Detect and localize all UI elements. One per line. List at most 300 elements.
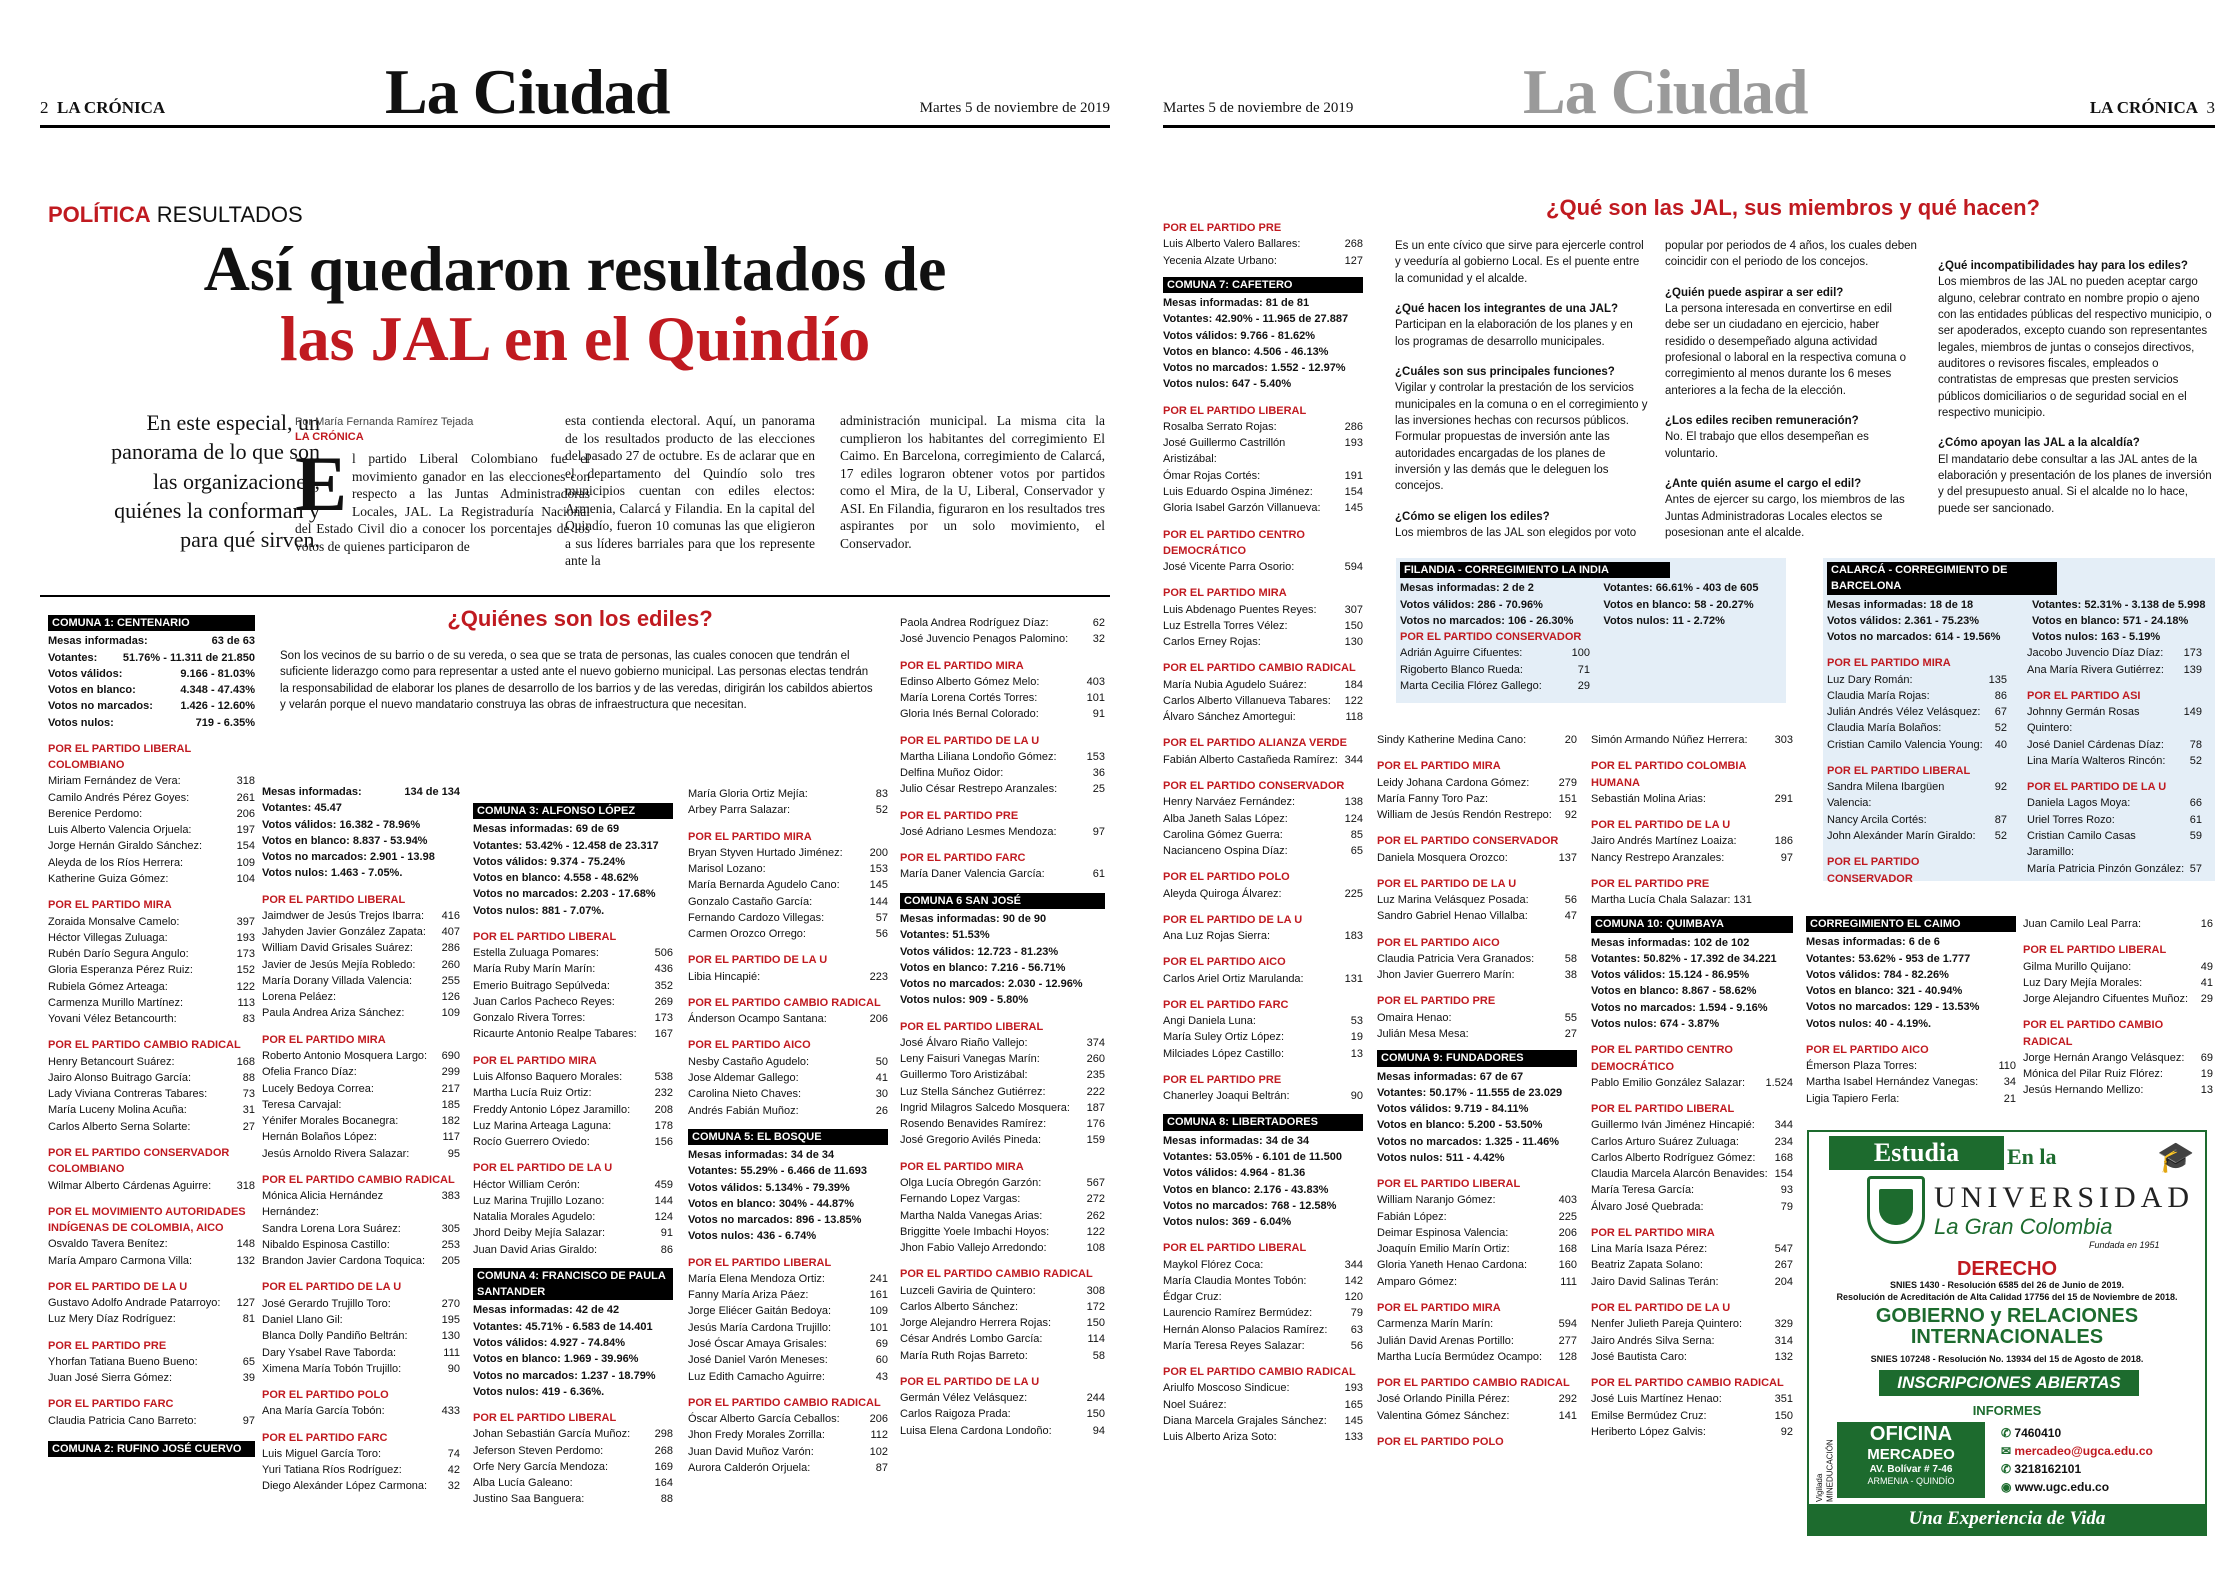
candidate-name: Carmen Orozco Orrego: xyxy=(688,928,806,941)
byline-outlet: LA CRÓNICA xyxy=(295,430,364,443)
candidate-name: Ingrid Milagros Salcedo Mosquera: xyxy=(900,1101,1070,1114)
candidate-name: Estella Zuluaga Pomares: xyxy=(473,947,599,960)
candidate-name: Ximena María Tobón Trujillo: xyxy=(262,1362,402,1375)
candidate-row xyxy=(1400,678,1590,694)
candidate-name: Leidy Johana Cardona Gómez: xyxy=(1377,776,1530,789)
candidate-name: Sebastián Molina Arias: xyxy=(1591,792,1706,805)
candidate-name: Luz Marina Arteaga Laguna: xyxy=(473,1119,612,1132)
candidate-row xyxy=(2027,861,2202,877)
candidate-votes: 88 xyxy=(660,1493,673,1506)
stat-label: Votantes: 50.17% - 11.555 de 23.029 xyxy=(1377,1086,1563,1099)
stat-row: Mesas informadas: 2 de 2 xyxy=(1400,582,1534,595)
qa-column-2 xyxy=(1665,238,1920,555)
candidate-row xyxy=(48,822,255,838)
candidate-name: Nesby Castaño Agudelo: xyxy=(688,1055,810,1068)
candidate-row xyxy=(2027,704,2202,737)
ad-tel-2: 3218162101 xyxy=(2014,1462,2082,1476)
candidate-name: Claudia Marcela Alarcón Benavides: xyxy=(1591,1168,1768,1181)
candidate-votes: 436 xyxy=(654,963,673,976)
candidate-row xyxy=(473,1069,673,1085)
candidate-votes: 101 xyxy=(869,1321,888,1334)
stat-label: Votos nulos: 419 - 6.36%. xyxy=(473,1385,605,1398)
candidate-votes: 594 xyxy=(1344,561,1363,574)
candidate-votes: 26 xyxy=(875,1104,888,1117)
candidate-name: Nancy Arcila Cortés: xyxy=(1827,813,1927,826)
party-name: POR EL PARTIDO CAMBIO RADICAL xyxy=(900,1268,1093,1281)
stat-row: Votos no marcados: 614 - 19.56% xyxy=(1827,631,2001,644)
candidate-row xyxy=(473,1134,673,1150)
candidate-row xyxy=(1827,779,2007,812)
candidate-name: Luis Alberto Valero Ballares: xyxy=(1163,238,1301,251)
candidate-votes: 111 xyxy=(443,1346,460,1359)
party-name: POR EL PARTIDO DE LA U xyxy=(2027,781,2167,794)
candidate-name: María Ruby Marín Marín: xyxy=(473,963,596,976)
candidate-row xyxy=(473,1443,673,1459)
stat-row xyxy=(1163,1165,1363,1181)
candidate-votes: 67 xyxy=(1994,706,2007,719)
candidate-name: Jesús Arnoldo Rivera Salazar: xyxy=(262,1147,410,1160)
candidate-votes: 32 xyxy=(447,1480,460,1493)
candidate-row xyxy=(1591,1199,1793,1215)
stat-row: Mesas informadas: 18 de 18 xyxy=(1827,598,1974,611)
ad-snies-2: SNIES 107248 - Resolución No. 13934 del 15 de Agosto de 2018. xyxy=(1870,1354,2144,1364)
candidate-row xyxy=(900,1067,1105,1083)
candidate-name: Javier de Jesús Mejía Robledo: xyxy=(262,958,416,971)
candidate-votes: 262 xyxy=(1086,1209,1105,1222)
candidate-votes: 150 xyxy=(1774,1409,1793,1422)
party-name: POR EL PARTIDO CAMBIO RADICAL xyxy=(1377,1377,1570,1390)
candidate-name: María Dorany Villada Valencia: xyxy=(262,974,413,987)
candidate-row xyxy=(48,914,255,930)
qa-answer: Es un ente cívico que sirve para ejercerle control y veeduría al gobierno Local. Es el puente entre la comunidad y el alcalde. xyxy=(1395,240,1644,285)
stat-label: Votos válidos: 12.723 - 81.23% xyxy=(900,945,1059,958)
section-title: La Ciudad xyxy=(1523,56,1808,127)
candidate-votes: 318 xyxy=(236,1179,255,1192)
candidate-row xyxy=(688,1287,888,1303)
candidate-row xyxy=(900,1406,1105,1422)
candidate-row xyxy=(900,1240,1105,1256)
stat-row xyxy=(1377,1150,1577,1166)
candidate-votes: 110 xyxy=(1998,1060,2016,1073)
stat-row xyxy=(1163,1182,1363,1198)
stat-label: Votos nulos: xyxy=(48,716,114,729)
candidate-votes: 206 xyxy=(236,807,255,820)
candidate-row xyxy=(1591,791,1793,807)
candidate-votes: 176 xyxy=(1086,1118,1105,1131)
candidate-votes: 139 xyxy=(2183,663,2202,676)
ad-email: mercadeo@ugca.edu.co xyxy=(2014,1444,2153,1458)
candidate-name: Carlos Raigoza Prada: xyxy=(900,1408,1011,1421)
candidate-name: Andrés Fabián Muñoz: xyxy=(688,1104,799,1117)
candidate-name: Jesús Hernando Mellizo: xyxy=(2023,1084,2144,1097)
candidate-name: María Teresa Reyes Salazar: xyxy=(1163,1339,1305,1352)
candidate-votes: 153 xyxy=(869,863,888,876)
calarca-box xyxy=(1823,558,2215,885)
candidate-row xyxy=(1591,1333,1793,1349)
candidate-name: Martha Lucía Chala Salazar: 131 xyxy=(1591,894,1752,907)
candidate-row xyxy=(48,838,255,854)
candidate-votes: 298 xyxy=(654,1428,673,1441)
party-name: POR EL PARTIDO DE LA U xyxy=(688,954,828,967)
party-name: POR EL PARTIDO ASI xyxy=(2027,689,2141,702)
candidate-name: Ligia Tapiero Ferla: xyxy=(1806,1092,1900,1105)
candidate-name: Jhon Javier Guerrero Marín: xyxy=(1377,969,1515,982)
headline-line-1: Así quedaron resultados de xyxy=(203,233,947,304)
candidate-votes: 61 xyxy=(2189,813,2202,826)
stat-row xyxy=(473,1384,673,1400)
stat-label: Votos en blanco: 304% - 44.87% xyxy=(688,1197,855,1210)
headline xyxy=(40,234,1110,375)
candidate-votes: 161 xyxy=(869,1289,888,1302)
candidate-votes: 101 xyxy=(1086,692,1105,705)
stat-row xyxy=(473,1319,673,1335)
stat-row xyxy=(48,682,255,698)
candidate-votes: 109 xyxy=(236,856,255,869)
stat-row xyxy=(262,784,460,800)
candidate-row xyxy=(900,1315,1105,1331)
party-name: POR EL PARTIDO CAMBIO RADICAL xyxy=(48,1039,241,1052)
candidate-row xyxy=(48,1086,255,1102)
candidate-row xyxy=(1827,672,2007,688)
stat-label: Votos no marcados: xyxy=(48,700,153,713)
stat-row xyxy=(473,1368,673,1384)
candidate-row xyxy=(473,1426,673,1442)
candidate-name: Luis Alberto Valencia Orjuela: xyxy=(48,824,192,837)
party-name: POR EL PARTIDO DE LA U xyxy=(473,1162,613,1175)
ad-vigilada: Vigilada MINEDUCACIÓN xyxy=(1815,1439,1835,1502)
left-page xyxy=(40,0,1110,1584)
candidate-row xyxy=(1827,720,2007,736)
candidate-votes: 299 xyxy=(441,1066,460,1079)
candidate-name: Berenice Perdomo: xyxy=(48,807,143,820)
candidate-name: Claudia Patricia Vera Granados: xyxy=(1377,952,1535,965)
candidate-row xyxy=(1591,1117,1793,1133)
comuna-header: COMUNA 7: CAFETERO xyxy=(1163,277,1363,293)
candidate-name: William David Grisales Suárez: xyxy=(262,942,413,955)
stat-row xyxy=(473,870,673,886)
candidate-row xyxy=(900,1224,1105,1240)
candidate-name: María Fanny Toro Paz: xyxy=(1377,792,1489,805)
candidate-row xyxy=(688,1011,888,1027)
stat-row xyxy=(48,715,255,731)
candidate-votes: 329 xyxy=(1774,1318,1793,1331)
candidate-row xyxy=(48,806,255,822)
qa-answer: No. El trabajo que ellos desempeñan es voluntario. xyxy=(1665,431,1869,460)
candidate-name: Adrián Aguirre Cifuentes: xyxy=(1400,647,1523,660)
candidate-votes: 159 xyxy=(1086,1134,1105,1147)
stat-label: Votos no marcados: 1.594 - 9.16% xyxy=(1591,1001,1768,1014)
candidate-row xyxy=(1377,1010,1577,1026)
stat-label: Votos nulos: 511 - 4.42% xyxy=(1377,1151,1505,1164)
party-name: POR EL PARTIDO DE LA U xyxy=(900,1375,1040,1388)
calarca-header: CALARCÁ - CORREGIMIENTO DE BARCELONA xyxy=(1827,562,2057,595)
candidate-row xyxy=(473,1459,673,1475)
university-ad[interactable] xyxy=(1807,1130,2207,1536)
party-name: POR EL PARTIDO LIBERAL xyxy=(262,893,406,906)
candidate-name: Lina María Isaza Pérez: xyxy=(1591,1243,1708,1256)
candidate-votes: 43 xyxy=(875,1370,888,1383)
candidate-row xyxy=(1377,1257,1577,1273)
candidate-votes: 172 xyxy=(1086,1300,1105,1313)
candidate-votes: 144 xyxy=(869,895,888,908)
candidate-votes: 19 xyxy=(1350,1031,1363,1044)
stat-label: Votos en blanco: 4.506 - 46.13% xyxy=(1163,345,1329,358)
candidate-votes: 122 xyxy=(1344,694,1363,707)
stat-row xyxy=(1163,1149,1363,1165)
candidate-name: Luis Eduardo Ospina Jiménez: xyxy=(1163,485,1313,498)
candidate-name: Luz Edith Camacho Aguirre: xyxy=(688,1370,825,1383)
candidate-votes: 193 xyxy=(236,931,255,944)
comuna-2-block xyxy=(262,784,460,1495)
graduation-cap-icon: 🎓 xyxy=(2157,1141,2195,1174)
party-name: POR EL PARTIDO CENTRO DEMOCRÁTICO xyxy=(1163,528,1305,557)
candidate-row xyxy=(688,845,888,861)
candidate-row xyxy=(688,894,888,910)
candidate-votes: 260 xyxy=(441,958,460,971)
stat-row xyxy=(688,1163,888,1179)
candidate-row xyxy=(262,1328,460,1344)
candidate-name: Juan Camilo Leal Parra: xyxy=(2023,918,2142,930)
candidate-row xyxy=(1163,794,1363,810)
party-name: POR EL PARTIDO CAMBIO RADICAL xyxy=(1591,1377,1784,1390)
candidate-votes: 118 xyxy=(1345,711,1363,724)
candidate-votes: 150 xyxy=(1086,1317,1105,1330)
qa-question: ¿Cómo se eligen los ediles? xyxy=(1395,510,1550,523)
candidate-row xyxy=(262,1146,460,1162)
candidate-votes: 308 xyxy=(1086,1284,1105,1297)
candidate-row xyxy=(2023,975,2213,991)
candidate-row xyxy=(688,1427,888,1443)
comuna-3-block xyxy=(473,803,673,1508)
candidate-name: Arbey Parra Salazar: xyxy=(688,804,791,817)
candidate-name: Jeferson Steven Perdomo: xyxy=(473,1444,604,1457)
party-name: POR EL PARTIDO POLO xyxy=(1163,871,1290,884)
comuna-5-block xyxy=(688,786,888,1476)
candidate-name: Ánderson Ocampo Santana: xyxy=(688,1013,827,1026)
candidate-row xyxy=(48,1311,255,1327)
candidate-votes: 49 xyxy=(2200,960,2213,973)
candidate-votes: 178 xyxy=(654,1119,673,1132)
party-name: POR EL PARTIDO DE LA U xyxy=(1163,913,1303,926)
candidate-votes: 141 xyxy=(1558,1409,1577,1422)
candidate-row xyxy=(262,1129,460,1145)
candidate-name: Mónica del Pilar Ruiz Flórez: xyxy=(2023,1068,2163,1081)
date: Martes 5 de noviembre de 2019 xyxy=(1163,100,1354,117)
party-name: POR EL PARTIDO DE LA U xyxy=(1591,819,1731,832)
stat-label: Votos en blanco: 4.558 - 48.62% xyxy=(473,872,639,885)
candidate-name: Simón Armando Núñez Herrera: xyxy=(1591,734,1748,746)
candidate-row xyxy=(900,1051,1105,1067)
candidate-votes: 27 xyxy=(242,1120,255,1133)
candidate-votes: 100 xyxy=(1571,647,1590,660)
candidate-row xyxy=(1827,704,2007,720)
stat-label: Votos válidos: 9.766 - 81.62% xyxy=(1163,329,1316,342)
candidate-votes: 90 xyxy=(1350,1090,1363,1103)
left-page-header xyxy=(40,58,1110,128)
candidate-row xyxy=(473,1475,673,1491)
candidate-row xyxy=(262,908,460,924)
stat-label: Votos no marcados: 768 - 12.58% xyxy=(1163,1199,1337,1212)
candidate-name: Edinso Alberto Gómez Melo: xyxy=(900,675,1040,688)
candidate-votes: 32 xyxy=(1092,633,1105,646)
candidate-name: Gonzalo Castaño García: xyxy=(688,895,813,908)
party-name: POR EL PARTIDO MIRA xyxy=(1377,760,1501,773)
candidate-name: Jairo Andrés Silva Serna: xyxy=(1591,1334,1715,1347)
candidate-votes: 16 xyxy=(2200,918,2213,930)
stat-row xyxy=(1377,1134,1577,1150)
qa-answer: Los miembros de las JAL son elegidos por voto xyxy=(1395,526,1637,539)
candidate-name: Ana María Rivera Gutiérrez: xyxy=(2027,663,2164,676)
candidate-votes: 344 xyxy=(1774,1119,1793,1132)
candidate-name: Hernán Alonso Palacios Ramírez: xyxy=(1163,1323,1328,1336)
qa-item xyxy=(1395,509,1650,542)
candidate-row xyxy=(2023,1050,2213,1066)
candidate-row xyxy=(1827,688,2007,704)
candidate-votes: 225 xyxy=(1558,1210,1577,1223)
stat-row xyxy=(1163,344,1363,360)
qa-item xyxy=(1938,435,2213,517)
candidate-row xyxy=(2027,812,2202,828)
candidate-row xyxy=(688,1460,888,1476)
comuna-header: COMUNA 10: QUIMBAYA xyxy=(1591,916,1793,932)
candidate-row xyxy=(688,1320,888,1336)
candidate-votes: 407 xyxy=(441,926,460,939)
candidate-name: Daniel Llano Gil: xyxy=(262,1313,343,1326)
candidate-name: Delfina Muñoz Oidor: xyxy=(900,767,1004,780)
candidate-row xyxy=(473,961,673,977)
stat-label: Votos en blanco: 321 - 40.94% xyxy=(1806,985,1963,998)
body-column-2: esta contienda electoral. Aquí, un panorama de los resultados producto de las elecciones del pasado 27 de octubre. Es de aclarar que en el departamento del Quindío solo tres municipios cuentan con ediles electos: Armenia, Calarcá y Filandia. En la capital del Quindío, fueron 10 comunas las que eligieron a sus líderes barriales para que los represente ante la xyxy=(565,413,815,569)
candidate-row xyxy=(1163,484,1363,500)
candidate-name: Édgar Cruz: xyxy=(1163,1291,1222,1304)
party-name: POR EL PARTIDO CAMBIO RADICAL xyxy=(2023,1019,2164,1048)
stat-value: 719 - 6.35% xyxy=(195,716,255,729)
dropcap: E xyxy=(295,440,348,527)
candidate-name: Sandra Lorena Lora Suárez: xyxy=(262,1222,401,1235)
stat-row xyxy=(1163,295,1363,311)
party-name: POR EL PARTIDO MIRA xyxy=(262,1033,386,1046)
stat-row xyxy=(262,865,460,881)
candidate-row xyxy=(688,1352,888,1368)
candidate-name: Diego Alexánder López Carmona: xyxy=(262,1480,428,1493)
party-name: POR EL PARTIDO POLO xyxy=(1377,1435,1504,1448)
candidate-row xyxy=(1163,236,1363,252)
candidate-name: José Gregorio Avilés Pineda: xyxy=(900,1134,1042,1147)
candidate-name: Sindy Katherine Medina Cano: xyxy=(1377,734,1527,746)
candidate-name: José Bautista Caro: xyxy=(1591,1350,1687,1363)
candidate-row xyxy=(1377,807,1577,823)
stat-label: Votos nulos: 436 - 6.74% xyxy=(688,1230,817,1243)
candidate-votes: 57 xyxy=(2189,862,2202,875)
candidate-row xyxy=(2027,645,2202,661)
candidate-name: Ómar Rojas Cortés: xyxy=(1163,469,1261,482)
candidate-votes: 34 xyxy=(2003,1076,2016,1089)
candidate-votes: 97 xyxy=(1092,825,1105,838)
candidate-row xyxy=(900,674,1105,690)
candidate-row xyxy=(473,945,673,961)
candidate-name: Yuri Tatiana Ríos Rodríguez: xyxy=(262,1464,402,1477)
stat-row: Votos nulos: 11 - 2.72% xyxy=(1603,614,1725,627)
candidate-name: Martha Lucía Ruiz Ortiz: xyxy=(473,1087,592,1100)
party-name: POR EL PARTIDO CONSERVADOR xyxy=(1163,779,1345,792)
comuna-10-column xyxy=(1591,732,1793,1440)
candidate-name: Cristian Camilo Casas Jaramillo: xyxy=(2027,829,2136,859)
candidate-votes: 268 xyxy=(1344,238,1363,251)
candidate-name: Miriam Fernández de Vera: xyxy=(48,775,181,788)
ad-ciudad: ARMENIA - QUINDÍO xyxy=(1867,1476,1955,1487)
candidate-name: Gloria Esperanza Pérez Ruiz: xyxy=(48,964,193,977)
candidate-name: Yovani Vélez Betancourth: xyxy=(48,1013,177,1026)
candidate-votes: 403 xyxy=(1558,1194,1577,1207)
page-number: 3 xyxy=(2206,97,2215,117)
candidate-name: Henry Betancourt Suárez: xyxy=(48,1055,175,1068)
stat-row xyxy=(688,1147,888,1163)
candidate-votes: 594 xyxy=(1558,1318,1577,1331)
candidate-row xyxy=(900,690,1105,706)
candidate-votes: 102 xyxy=(869,1445,888,1458)
candidate-name: Olga Lucía Obregón Garzón: xyxy=(900,1176,1042,1189)
candidate-name: Óscar Alberto García Ceballos: xyxy=(688,1413,840,1426)
candidate-name: Pablo Emilio González Salazar: xyxy=(1591,1076,1746,1089)
stat-label: Votos nulos: 647 - 5.40% xyxy=(1163,378,1292,391)
candidate-name: José Orlando Pinilla Pérez: xyxy=(1377,1393,1510,1406)
stat-row: Votos en blanco: 58 - 20.27% xyxy=(1603,598,1754,611)
party-name: POR EL PARTIDO LIBERAL xyxy=(1163,404,1307,417)
party-name: POR EL PARTIDO LIBERAL xyxy=(1591,1103,1735,1116)
candidate-votes: 93 xyxy=(1780,1184,1793,1197)
candidate-row xyxy=(1377,892,1577,908)
candidate-votes: 133 xyxy=(1344,1431,1363,1444)
stat-label: Votos válidos: 5.134% - 79.39% xyxy=(688,1181,850,1194)
stat-row xyxy=(900,911,1105,927)
candidate-votes: 109 xyxy=(869,1305,888,1318)
party-name: POR EL PARTIDO PRE xyxy=(1591,877,1710,890)
party-name: POR EL PARTIDO LIBERAL xyxy=(1827,764,1971,777)
qa-question: ¿Ante quién asume el cargo el edil? xyxy=(1665,477,1862,490)
candidate-votes: 267 xyxy=(1774,1259,1793,1272)
candidate-name: Julián David Arenas Portillo: xyxy=(1377,1334,1514,1347)
candidate-row xyxy=(900,1116,1105,1132)
candidate-name: Aleyda de los Ríos Herrera: xyxy=(48,856,184,869)
mobile-icon: ✆ xyxy=(2001,1462,2012,1476)
candidate-row xyxy=(900,1035,1105,1051)
candidate-row xyxy=(48,1370,255,1386)
candidate-name: Fanny María Ariza Páez: xyxy=(688,1289,809,1302)
candidate-row xyxy=(1377,1192,1577,1208)
candidate-name: Camilo Andrés Pérez Goyes: xyxy=(48,791,190,804)
candidate-votes: 128 xyxy=(1558,1350,1577,1363)
candidate-row xyxy=(262,1097,460,1113)
stat-label: Votos válidos: 16.382 - 78.96% xyxy=(262,818,421,831)
candidate-name: Martha Lucía Bermúdez Ocampo: xyxy=(1377,1350,1543,1363)
stat-row xyxy=(473,838,673,854)
candidate-row xyxy=(48,1178,255,1194)
ad-inscripciones[interactable]: INSCRIPCIONES ABIERTAS xyxy=(1879,1370,2139,1396)
stat-row xyxy=(48,650,255,666)
stat-label: Votantes: 53.42% - 12.458 de 23.317 xyxy=(473,839,659,852)
stat-row xyxy=(900,944,1105,960)
party-name: POR EL PARTIDO AICO xyxy=(1163,956,1286,969)
candidate-row xyxy=(48,1011,255,1027)
candidate-votes: 94 xyxy=(1092,1424,1105,1437)
candidate-votes: 104 xyxy=(236,872,255,885)
candidate-name: John Alexánder Marín Giraldo: xyxy=(1827,829,1976,842)
candidate-row xyxy=(473,994,673,1010)
caimo-right xyxy=(2023,916,2213,1099)
candidate-votes: 86 xyxy=(660,1243,673,1256)
ad-web: www.ugc.edu.co xyxy=(2014,1480,2110,1494)
candidate-votes: 29 xyxy=(2200,993,2213,1006)
